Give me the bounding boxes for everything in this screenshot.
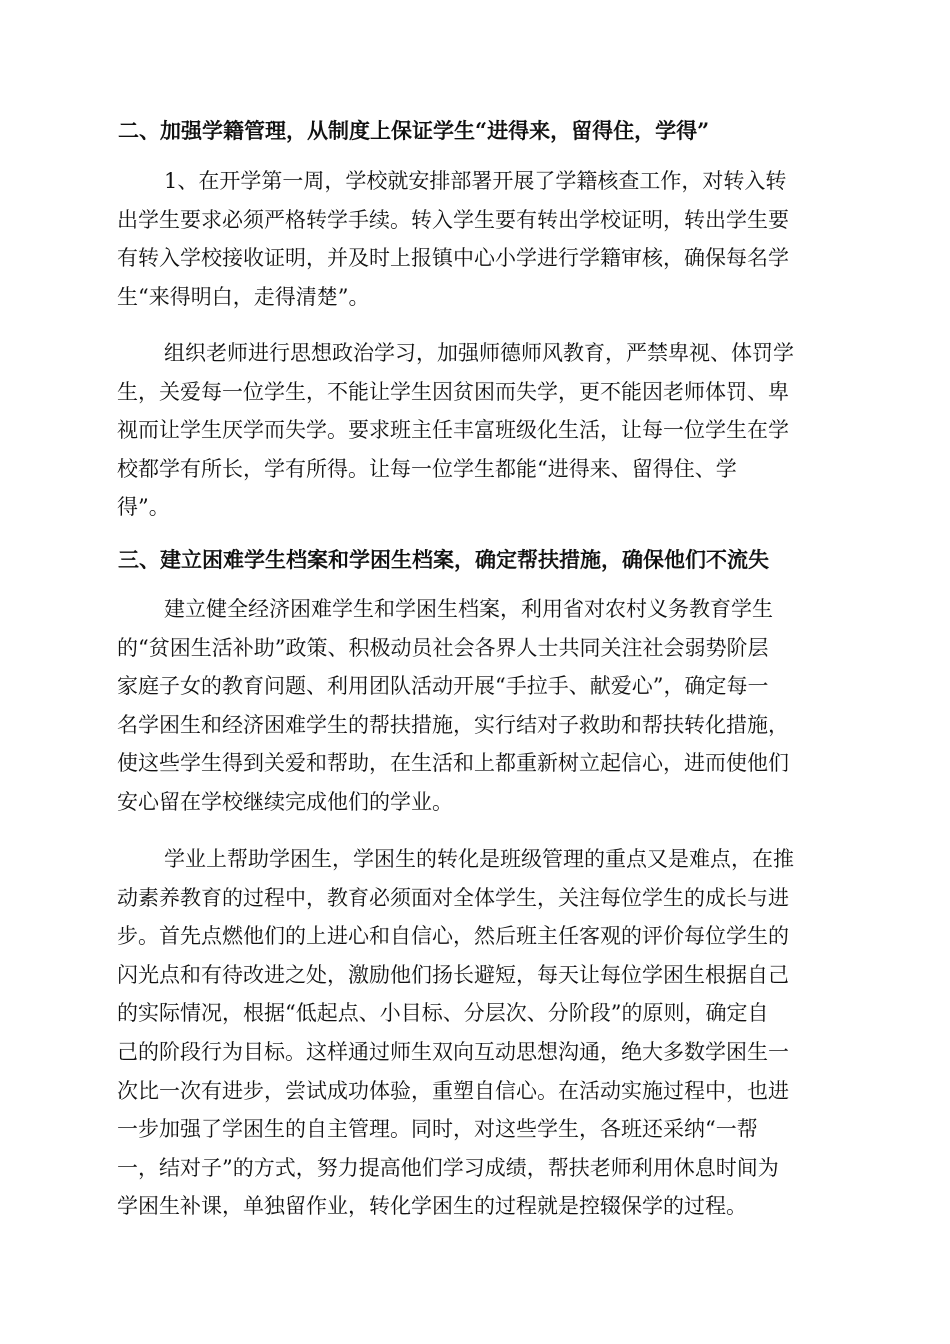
paragraph-line: 一，结对子”的方式，努力提高他们学习成绩，帮扶老师利用休息时间为 [117,1155,779,1180]
paragraph-line: 出学生要求必须严格转学手续。转入学生要有转出学校证明，转出学生要 [117,207,789,232]
paragraph-line: 1、在开学第一周，学校就安排部署开展了学籍核查工作，对转入转 [164,169,787,193]
paragraph-line: 的“贫困生活补助”政策、积极动员社会各界人士共同关注社会弱势阶层 [117,635,769,660]
paragraph-line: 校都学有所长，学有所得。让每一位学生都能“进得来、留得住、学 [117,456,737,481]
paragraph-line: 步。首先点燃他们的上进心和自信心，然后班主任客观的评价每位学生的 [117,924,789,949]
paragraph-line: 学困生补课，单独留作业，转化学困生的过程就是控辍保学的过程。 [117,1194,747,1219]
paragraph-line: 动素养教育的过程中，教育必须面对全体学生，关注每位学生的成长与进 [117,885,789,910]
paragraph-line: 得”。 [117,495,170,520]
paragraph-line: 视而让学生厌学而失学。要求班主任丰富班级化生活，让每一位学生在学 [117,418,789,443]
paragraph-line: 建立健全经济困难学生和学困生档案，利用省对农村义务教育学生 [164,597,773,621]
paragraph-line: 一步加强了学困生的自主管理。同时，对这些学生，各班还采纳“一帮 [117,1117,758,1142]
paragraph-line: 有转入学校接收证明，并及时上报镇中心小学进行学籍审核，确保每名学 [117,246,789,271]
section-3-heading: 三、建立困难学生档案和学困生档案，确定帮扶措施，确保他们不流失 [118,547,769,572]
paragraph-line: 次比一次有进步，尝试成功体验，重塑自信心。在活动实施过程中，也进 [117,1078,789,1103]
paragraph-line: 使这些学生得到关爱和帮助，在生活和上都重新树立起信心，进而使他们 [117,751,789,776]
paragraph-line: 家庭子女的教育问题、利用团队活动开展“手拉手、献爱心”，确定每一 [117,674,769,699]
section-2-paragraph-1 [117,162,833,316]
section-3-paragraph-1 [117,590,833,822]
paragraph-line: 学业上帮助学困生，学困生的转化是班级管理的重点又是难点，在推 [164,847,794,871]
paragraph-line: 的实际情况，根据“低起点、小目标、分层次、分阶段”的原则，确定自 [117,1001,769,1026]
paragraph-line: 生“来得明白，走得清楚”。 [117,284,370,309]
paragraph-line: 闪光点和有待改进之处，激励他们扬长避短，每天让每位学困生根据自己 [117,962,789,987]
paragraph-line: 生，关爱每一位学生，不能让学生因贫困而失学，更不能因老师体罚、卑 [117,379,789,404]
paragraph-line: 名学困生和经济困难学生的帮扶措施，实行结对子救助和帮扶转化措施， [117,712,789,737]
section-2-heading: 二、加强学籍管理，从制度上保证学生“进得来，留得住，学得” [118,118,710,143]
paragraph-line: 组织老师进行思想政治学习，加强师德师风教育，严禁卑视、体罚学 [164,341,794,365]
paragraph-line: 己的阶段行为目标。这样通过师生双向互动思想沟通，绝大多数学困生一 [117,1039,789,1064]
section-2-paragraph-2 [117,334,833,527]
section-3-paragraph-2 [117,840,833,1226]
paragraph-line: 安心留在学校继续完成他们的学业。 [117,789,453,814]
